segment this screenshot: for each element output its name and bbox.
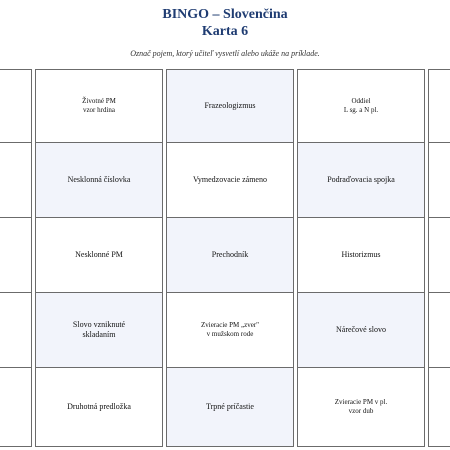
bingo-cell[interactable]: Nesklonné PM [35, 217, 163, 293]
card-title: BINGO – Slovenčina [162, 7, 288, 22]
bingo-cell[interactable]: Slovo vzniknuté skladaním [35, 292, 163, 368]
bingo-cell[interactable]: Nárečové slovo [297, 292, 425, 368]
bingo-grid [0, 69, 450, 447]
bingo-cell[interactable]: Frazeologizmus [166, 69, 294, 143]
bingo-cell[interactable]: Historizmus [297, 217, 425, 293]
bingo-cell[interactable] [0, 142, 32, 218]
bingo-cell[interactable]: Prechodník [166, 217, 294, 293]
bingo-cell[interactable] [428, 69, 450, 143]
bingo-cell[interactable]: Oddiel L sg. a N pl. [297, 69, 425, 143]
bingo-cell[interactable] [428, 292, 450, 368]
bingo-cell[interactable]: Trpné príčastie [166, 367, 294, 447]
bingo-cell[interactable] [0, 217, 32, 293]
bingo-cell[interactable] [428, 217, 450, 293]
instruction-text: Označ pojem, ktorý učiteľ vysvetlí alebo ukáže na príklade. [130, 49, 320, 58]
bingo-cell[interactable]: Nesklonná číslovka [35, 142, 163, 218]
bingo-cell[interactable] [0, 69, 32, 143]
bingo-cell[interactable]: Podraďovacia spojka [297, 142, 425, 218]
bingo-cell[interactable]: Druhotná predložka [35, 367, 163, 447]
bingo-cell[interactable] [0, 292, 32, 368]
bingo-cell[interactable] [428, 367, 450, 447]
bingo-cell[interactable]: Zvieracie PM „zver" v mužskom rode [166, 292, 294, 368]
bingo-cell[interactable]: Zvieracie PM v pl. vzor dub [297, 367, 425, 447]
bingo-cell[interactable] [428, 142, 450, 218]
bingo-cell[interactable] [0, 367, 32, 447]
card-number: Karta 6 [201, 24, 249, 39]
bingo-cell[interactable]: Vymedzovacie zámeno [166, 142, 294, 218]
bingo-cell[interactable]: Životné PM vzor hrdina [35, 69, 163, 143]
